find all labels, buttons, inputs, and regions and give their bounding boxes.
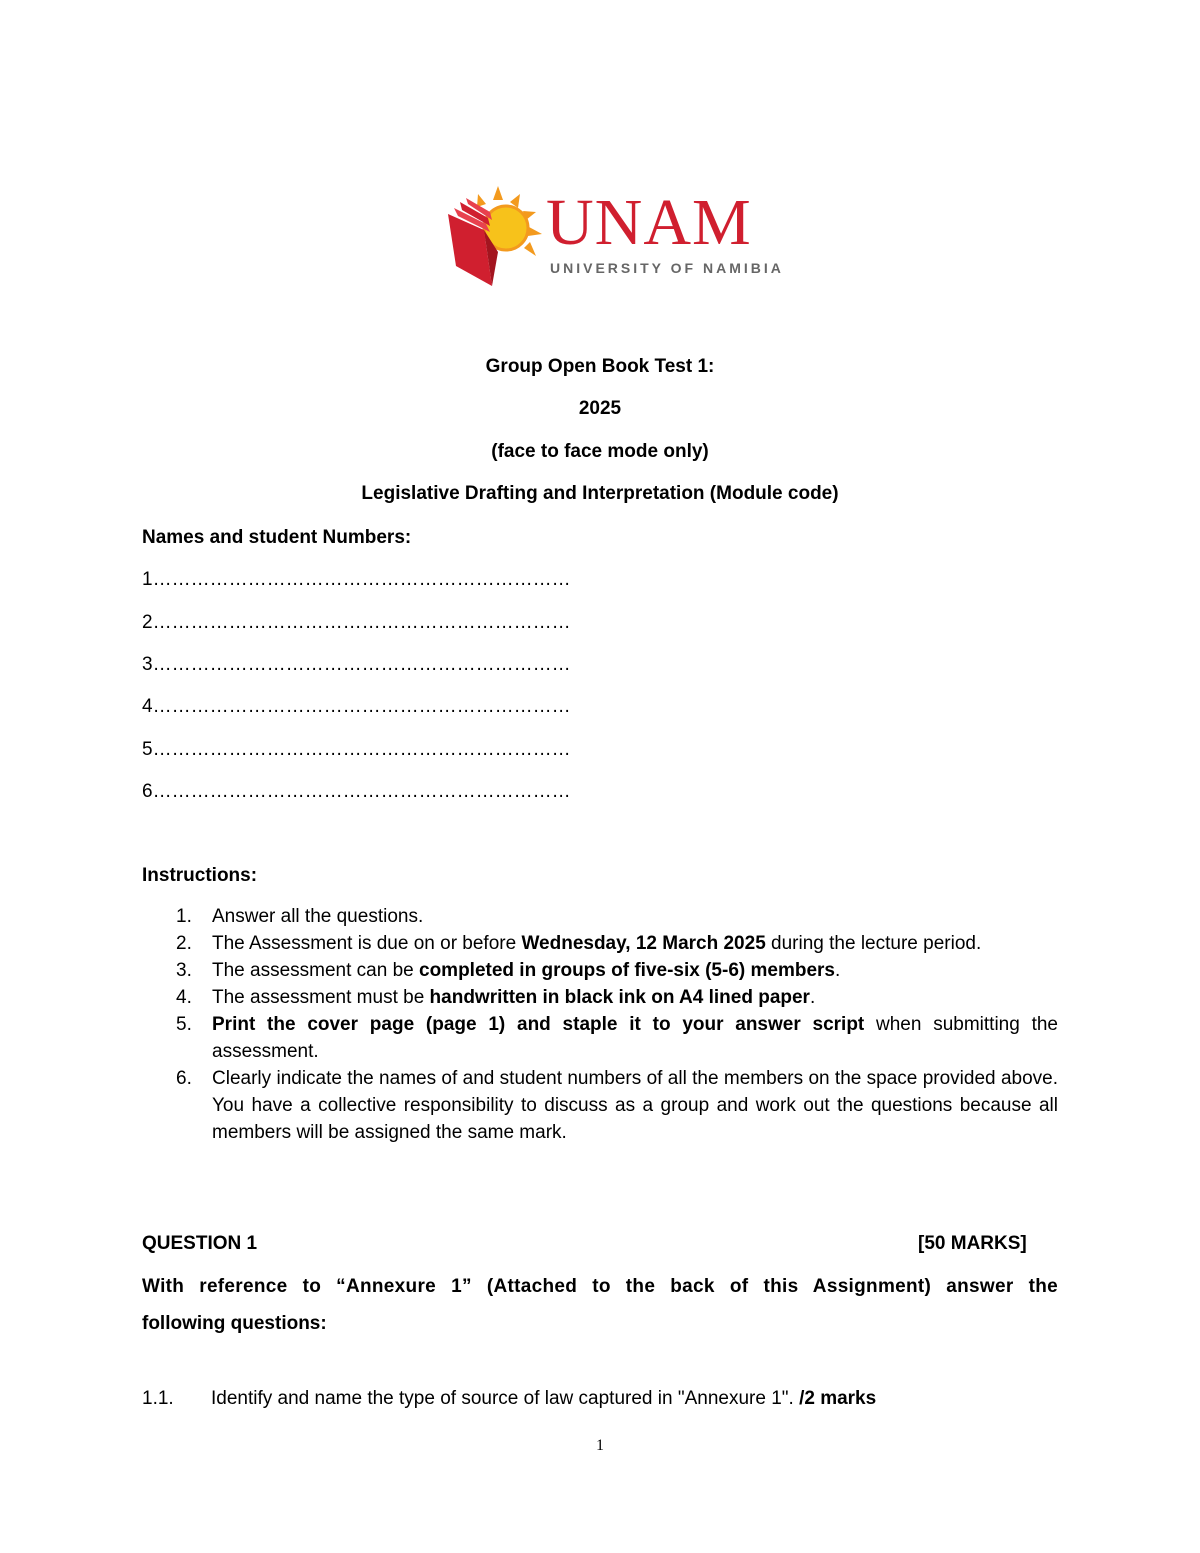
instruction-number: 4. — [176, 987, 192, 1008]
name-line-1: 1………………………………………………………… — [142, 569, 571, 590]
subquestion-number: 1.1. — [142, 1388, 174, 1409]
instruction-item — [142, 984, 1058, 1011]
instruction-text: during the lecture period. — [765, 933, 982, 954]
instruction-text: The Assessment is due on or before — [212, 933, 522, 954]
question-label: QUESTION 1 — [142, 1233, 258, 1254]
instruction-text: handwritten in black ink on A4 lined paper — [429, 987, 810, 1008]
module-title: Legislative Drafting and Interpretation (Module code) — [361, 483, 839, 504]
instructions-heading: Instructions: — [142, 865, 258, 886]
instruction-number: 5. — [176, 1014, 192, 1035]
instruction-number: 6. — [176, 1068, 192, 1089]
instruction-text: Wednesday, 12 March 2025 — [521, 933, 766, 954]
instructions-list — [142, 903, 1058, 1146]
instruction-text: Print the cover page (page 1) and staple it to your answer script — [212, 1014, 865, 1035]
logo-wordmark: UNAM — [546, 186, 752, 259]
question-intro-line-2: following questions: — [142, 1313, 327, 1334]
subquestion-text — [211, 1388, 876, 1410]
instruction-item — [142, 903, 1058, 930]
instruction-text: . — [834, 960, 841, 981]
subquestion-marks: /2 marks — [799, 1388, 877, 1409]
name-line-4: 4………………………………………………………… — [142, 696, 571, 717]
instruction-number: 2. — [176, 933, 192, 954]
test-year: 2025 — [578, 398, 622, 419]
name-line-6: 6………………………………………………………… — [142, 781, 571, 802]
instruction-text: . — [809, 987, 816, 1008]
instruction-item — [142, 1011, 1058, 1065]
test-title: Group Open Book Test 1: — [485, 356, 715, 377]
instruction-number: 1. — [176, 906, 192, 927]
instruction-text: Clearly indicate the names of and student numbers of all the members on the space provided above. You have a collective responsibility to discuss as a group and work out the questions because all members will be assigned the same mark. — [212, 1068, 1058, 1143]
logo-subtitle: UNIVERSITY OF NAMIBIA — [550, 260, 784, 276]
name-line-3: 3………………………………………………………… — [142, 654, 571, 675]
page-number: 1 — [596, 1437, 604, 1454]
instruction-item — [142, 1065, 1058, 1146]
name-line-5: 5………………………………………………………… — [142, 739, 571, 760]
question-marks: [50 MARKS] — [918, 1233, 1027, 1254]
instruction-text: The assessment must be — [212, 987, 430, 1008]
instruction-text: Answer all the questions. — [212, 906, 424, 927]
subquestion-body: Identify and name the type of source of law captured in "Annexure 1". — [211, 1388, 800, 1409]
test-mode: (face to face mode only) — [491, 441, 709, 462]
instruction-item — [142, 957, 1058, 984]
instruction-text: The assessment can be — [212, 960, 419, 981]
instruction-text: when submitting the assessment. — [212, 1014, 1058, 1062]
question-intro-line-1: With reference to “Annexure 1” (Attached to the back of this Assignment) answer the — [142, 1276, 1058, 1297]
instruction-number: 3. — [176, 960, 192, 981]
name-line-2: 2………………………………………………………… — [142, 612, 571, 633]
sun-book-emblem-icon — [440, 182, 550, 292]
instruction-text: completed in groups of five-six (5-6) members — [419, 960, 835, 981]
unam-logo — [440, 182, 784, 292]
names-heading: Names and student Numbers: — [142, 527, 412, 548]
instruction-item — [142, 930, 1058, 957]
